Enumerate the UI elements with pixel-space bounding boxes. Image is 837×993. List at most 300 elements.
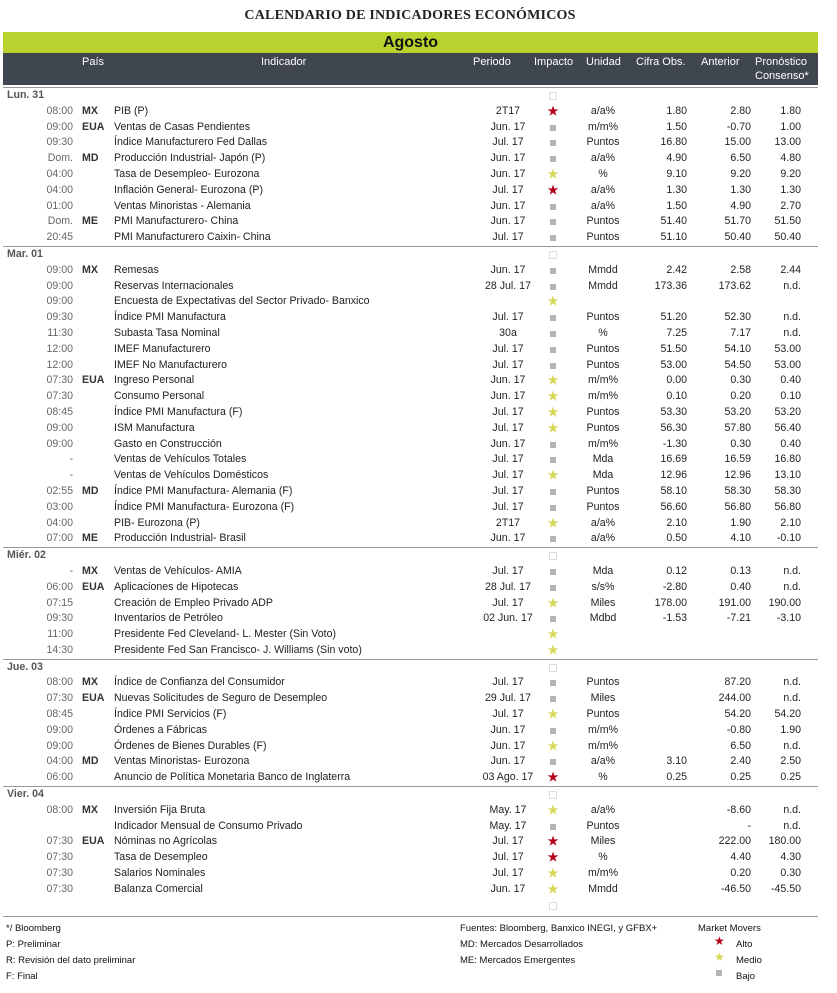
time-cell: 09:00 [46,295,73,308]
impact-low-icon [543,723,563,740]
observed-cell: 1.50 [666,120,687,133]
unit-cell: Mda [592,453,614,466]
table-row [3,850,818,866]
time-cell: 04:00 [46,167,73,180]
table-row [3,770,818,786]
country-cell: EUA [82,580,105,593]
time-cell: 09:00 [46,437,73,450]
consensus-cell: 56.80 [774,500,801,513]
observed-cell: 0.25 [666,771,687,784]
time-cell: 08:45 [46,405,73,418]
impact-low-icon [543,310,563,327]
consensus-cell: 190.00 [768,596,801,609]
impact-low-icon [543,326,563,343]
table-row [3,898,818,914]
legend-high-label: Alto [736,939,753,950]
unit-cell: Mda [592,469,614,482]
observed-cell: 56.30 [660,421,687,434]
table-row [3,675,818,691]
impact-low-icon [543,611,563,628]
previous-cell: 244.00 [718,692,751,705]
indicator-cell: Ventas de Vehículos- AMIA [114,564,242,577]
impact-medium-icon: ★ [547,881,559,896]
legend-low-label: Bajo [736,971,756,982]
indicator-cell: Órdenes de Bienes Durables (F) [114,739,267,752]
consensus-cell: 56.40 [774,421,801,434]
time-cell: 07:00 [46,532,73,545]
indicator-cell: Nuevas Solicitudes de Seguro de Desempleo [114,692,328,705]
impact-low-icon [543,120,563,137]
observed-cell: 0.10 [666,390,687,403]
legend-low-icon [716,965,722,979]
impact-high-icon: ★ [547,103,559,118]
legend-medium-icon: ★ [714,950,725,964]
indicator-cell: Balanza Comercial [114,882,203,895]
period-cell: 28 Jul. 17 [485,279,531,292]
period-cell: Jun. 17 [490,120,526,133]
header-unidad: Unidad [586,56,621,68]
observed-cell: 3.10 [666,755,687,768]
time-cell: 09:30 [46,612,73,625]
impact-medium-icon: ★ [547,642,559,657]
period-cell: 02 Jun. 17 [483,612,533,625]
impact-medium-icon: ★ [547,802,559,817]
consensus-cell: -45.50 [770,882,801,895]
consensus-cell: 53.00 [774,358,801,371]
country-cell: MX [82,676,98,689]
previous-cell: 0.30 [730,437,751,450]
observed-cell: 12.96 [660,469,687,482]
period-cell: Jun. 17 [490,215,526,228]
time-cell: 07:30 [46,692,73,705]
unit-cell: m/m% [587,390,618,403]
impact-low-icon [543,580,563,597]
impact-high-icon: ★ [547,182,559,197]
impact-low-icon [543,279,563,296]
impact-medium-icon: ★ [547,595,559,610]
previous-cell: 58.30 [724,484,751,497]
table-row [3,389,818,405]
observed-cell: 9.10 [666,167,687,180]
time-cell: 07:30 [46,851,73,864]
period-cell: Jun. 17 [490,532,526,545]
previous-cell: 4.10 [730,532,751,545]
previous-cell: 53.20 [724,405,751,418]
table-row [3,723,818,739]
observed-cell: 2.10 [666,516,687,529]
footer [3,916,818,993]
consensus-cell: 53.00 [774,342,801,355]
table-row [3,643,818,659]
footnote-final: F: Final [6,971,38,982]
consensus-cell: 180.00 [768,835,801,848]
indicator-cell: Índice PMI Manufactura- Eurozona (F) [114,500,295,513]
country-cell: MD [82,484,99,497]
observed-cell: 58.10 [660,484,687,497]
indicator-cell: Creación de Empleo Privado ADP [114,596,273,609]
observed-cell: 2.42 [666,263,687,276]
unit-cell: % [598,771,608,784]
period-cell: Jul. 17 [492,342,524,355]
unit-cell: a/a% [590,755,616,768]
table-row [3,803,818,819]
table-row [3,611,818,627]
consensus-cell: 13.10 [774,469,801,482]
calendar-table [3,87,818,913]
indicator-cell: PIB (P) [114,104,149,117]
table-row [3,104,818,120]
indicator-cell: Nóminas no Agrícolas [114,835,218,848]
table-row [3,834,818,850]
observed-cell: 51.40 [660,215,687,228]
indicator-cell: Consumo Personal [114,390,205,403]
time-cell: 08:00 [46,803,73,816]
period-cell: Jul. 17 [492,708,524,721]
observed-cell: 56.60 [660,500,687,513]
period-cell: Jun. 17 [490,374,526,387]
previous-cell: 9.20 [730,167,751,180]
impact-low-icon [543,263,563,280]
time-cell: 14:30 [46,643,73,656]
period-cell: 29 Jul. 17 [485,692,531,705]
previous-cell: -0.70 [726,120,751,133]
indicator-cell: Ventas Minoristas - Alemania [114,199,251,212]
consensus-cell: 0.40 [780,437,801,450]
unit-cell: Puntos [586,484,620,497]
observed-cell: 0.12 [666,564,687,577]
table-row [3,866,818,882]
unit-cell: a/a% [590,199,616,212]
impact-high-icon: ★ [547,770,559,785]
impact-low-icon [543,500,563,517]
md-note: MD: Mercados Desarrollados [460,939,584,950]
unit-cell: a/a% [590,532,616,545]
consensus-cell: n.d. [783,692,801,705]
indicator-cell: Inversión Fija Bruta [114,803,206,816]
table-row [3,405,818,421]
time-cell: 04:00 [46,516,73,529]
impact-low-icon [543,437,563,454]
day-header-row [3,246,818,263]
period-cell: Jul. 17 [492,231,524,244]
time-cell: 11:00 [47,628,73,641]
impact-medium-icon: ★ [547,389,559,404]
day-header-row [3,659,818,676]
indicator-cell: PMI Manufacturero- China [114,215,239,228]
table-row [3,342,818,358]
legend-title: Market Movers [698,923,761,934]
impact-medium-icon: ★ [547,404,559,419]
footnote-bloomberg: */ Bloomberg [6,923,61,934]
impact-low-icon [543,151,563,168]
impact-medium-icon: ★ [547,373,559,388]
country-cell: MD [82,755,99,768]
unit-cell: m/m% [587,437,618,450]
consensus-cell: 2.10 [780,516,801,529]
month-banner: Agosto [3,32,818,53]
indicator-cell: Índice PMI Manufactura- Alemania (F) [114,484,293,497]
consensus-cell: n.d. [783,803,801,816]
consensus-cell: n.d. [783,279,801,292]
table-row [3,421,818,437]
previous-cell: 0.25 [730,771,751,784]
time-cell: 06:00 [46,771,73,784]
time-cell: - [69,453,73,466]
indicator-cell: Ventas de Vehículos Domésticos [114,469,269,482]
unit-cell: Miles [590,596,616,609]
observed-cell: 7.25 [666,326,687,339]
observed-cell: 1.30 [666,183,687,196]
time-cell: 09:00 [46,421,73,434]
table-row [3,882,818,898]
consensus-cell: 1.80 [780,104,801,117]
period-cell: 28 Jul. 17 [485,580,531,593]
period-cell: Jul. 17 [492,453,524,466]
unit-cell: Puntos [586,819,620,832]
header-cifra: Cifra Obs. [636,56,686,68]
indicator-cell: Órdenes a Fábricas [114,723,208,736]
indicator-cell: Producción Industrial- Japón (P) [114,152,266,165]
header-anterior: Anterior [701,56,740,68]
table-row [3,819,818,835]
day-label: Vier. 04 [7,788,44,801]
previous-cell: 2.80 [730,104,751,117]
impact-medium-icon: ★ [547,866,559,881]
impact-high-icon: ★ [547,834,559,849]
impact-low-icon [543,484,563,501]
period-cell: Jul. 17 [492,484,524,497]
time-cell: Dom. [47,215,73,228]
indicator-cell: Producción Industrial- Brasil [114,532,246,545]
header-consenso: Consenso* [755,70,809,82]
indicator-cell: Remesas [114,263,159,276]
table-row [3,326,818,342]
time-cell: Dom. [47,152,73,165]
me-note: ME: Mercados Emergentes [460,955,576,966]
impact-low-icon [543,691,563,708]
impact-low-icon [543,135,563,152]
table-row [3,373,818,389]
indicator-cell: Tasa de Desempleo- Eurozona [114,167,260,180]
period-cell: Jul. 17 [492,183,524,196]
unit-cell: Mmdd [588,263,618,276]
footnote-revision: R: Revisión del dato preliminar [6,955,136,966]
period-cell: Jun. 17 [490,882,526,895]
impact-medium-icon: ★ [547,468,559,483]
consensus-cell: 13.00 [774,136,801,149]
period-cell: Jun. 17 [490,723,526,736]
observed-cell: 16.80 [660,136,687,149]
impact-high-icon: ★ [547,850,559,865]
table-row [3,500,818,516]
unit-cell: Mda [592,564,614,577]
period-cell: 30a [499,326,517,339]
indicator-cell: Índice PMI Manufactura (F) [114,405,243,418]
previous-cell: 2.58 [730,263,751,276]
unit-cell: s/s% [591,580,615,593]
unit-cell: a/a% [590,183,616,196]
impact-low-icon [543,675,563,692]
table-row [3,310,818,326]
table-row [3,230,818,246]
consensus-cell: n.d. [783,819,801,832]
previous-cell: 222.00 [718,835,751,848]
consensus-cell: 2.70 [780,199,801,212]
observed-cell: 178.00 [654,596,687,609]
period-cell: Jul. 17 [492,596,524,609]
period-cell: Jul. 17 [492,835,524,848]
previous-cell: 12.96 [724,469,751,482]
indicator-cell: PMI Manufacturero Caixin- China [114,231,271,244]
period-cell: May. 17 [489,819,527,832]
time-cell: 09:00 [46,739,73,752]
table-row [3,580,818,596]
country-cell: ME [82,215,98,228]
period-cell: Jun. 17 [490,755,526,768]
table-row [3,120,818,136]
indicator-cell: Indicador Mensual de Consumo Privado [114,819,303,832]
unit-cell: m/m% [587,739,618,752]
previous-cell: 0.40 [730,580,751,593]
consensus-cell: 9.20 [780,167,801,180]
period-cell: Jul. 17 [492,311,524,324]
observed-cell: 0.50 [666,532,687,545]
impact-low-icon [543,452,563,469]
previous-cell: 56.80 [724,500,751,513]
indicator-cell: Ingreso Personal [114,374,195,387]
time-cell: 09:00 [46,279,73,292]
country-cell: MX [82,803,98,816]
period-cell: Jul. 17 [492,421,524,434]
indicator-cell: Índice PMI Servicios (F) [114,708,227,721]
indicator-cell: Índice Manufacturero Fed Dallas [114,136,268,149]
period-cell: Jul. 17 [492,564,524,577]
consensus-cell: n.d. [783,580,801,593]
day-header-row [3,547,818,564]
impact-low-icon [543,531,563,548]
time-cell: 07:30 [46,390,73,403]
country-cell: EUA [82,692,105,705]
impact-medium-icon: ★ [547,627,559,642]
consensus-cell: 51.50 [774,215,801,228]
table-row [3,135,818,151]
country-cell: MX [82,564,98,577]
table-row [3,263,818,279]
impact-medium-icon: ★ [547,738,559,753]
unit-cell: m/m% [587,120,618,133]
impact-low-icon [543,214,563,231]
time-cell: 12:00 [46,358,73,371]
impact-medium-icon: ★ [547,707,559,722]
table-row [3,279,818,295]
time-cell: 09:00 [46,120,73,133]
table-row [3,739,818,755]
previous-cell: 16.59 [724,453,751,466]
period-cell: Jul. 17 [492,358,524,371]
table-row [3,484,818,500]
observed-cell: 51.20 [660,311,687,324]
unit-cell: Puntos [586,311,620,324]
unit-cell: m/m% [587,867,618,880]
period-cell: Jun. 17 [490,390,526,403]
impact-low-icon [543,819,563,836]
consensus-cell: 4.30 [780,851,801,864]
unit-cell: % [598,851,608,864]
impact-medium-icon: ★ [547,420,559,435]
indicator-cell: Gasto en Construcción [114,437,222,450]
unit-cell: Puntos [586,215,620,228]
consensus-cell: 54.20 [774,708,801,721]
unit-cell: Puntos [586,421,620,434]
table-row [3,199,818,215]
indicator-cell: Reservas Internacionales [114,279,234,292]
observed-cell: 0.00 [666,374,687,387]
impact-low-icon [543,754,563,771]
unit-cell: Puntos [586,405,620,418]
impact-medium-icon: ★ [547,515,559,530]
table-header [3,53,818,85]
indicator-cell: Ventas de Vehículos Totales [114,453,247,466]
unit-cell: a/a% [590,152,616,165]
table-row [3,358,818,374]
previous-cell: 4.40 [730,851,751,864]
table-row [3,531,818,547]
indicator-cell: Tasa de Desempleo [114,851,208,864]
time-cell: 11:30 [47,326,73,339]
previous-cell: 173.62 [718,279,751,292]
observed-cell: 53.30 [660,405,687,418]
previous-cell: 54.20 [724,708,751,721]
header-pais: País [82,56,105,68]
impact-low-icon [543,358,563,375]
time-cell: 09:30 [46,311,73,324]
time-cell: 06:00 [46,580,73,593]
indicator-cell: Inflación General- Eurozona (P) [114,183,263,196]
time-cell: - [69,469,73,482]
table-row [3,167,818,183]
table-row [3,596,818,612]
previous-cell: 15.00 [724,136,751,149]
time-cell: 08:00 [46,104,73,117]
indicator-cell: PIB- Eurozona (P) [114,516,200,529]
previous-cell: 1.30 [730,183,751,196]
consensus-cell: 58.30 [774,484,801,497]
period-cell: Jun. 17 [490,167,526,180]
table-row [3,214,818,230]
indicator-cell: Inventarios de Petróleo [114,612,223,625]
consensus-cell: 0.30 [780,867,801,880]
indicator-cell: ISM Manufactura [114,421,195,434]
period-cell: Jul. 17 [492,867,524,880]
consensus-cell: -3.10 [776,612,801,625]
day-label: Lun. 31 [7,89,45,101]
period-cell: Jul. 17 [492,405,524,418]
period-cell: 2T17 [495,104,521,117]
observed-cell: 173.36 [654,279,687,292]
unit-cell: Puntos [586,708,620,721]
observed-cell: 1.80 [666,104,687,117]
unit-cell: m/m% [587,374,618,387]
observed-cell: -1.30 [662,437,687,450]
consensus-cell: 2.50 [780,755,801,768]
day-label: Jue. 03 [7,660,43,673]
time-cell: 09:30 [46,136,73,149]
time-cell: 03:00 [46,500,73,513]
unit-cell: Puntos [586,676,620,689]
previous-cell: - [747,819,751,832]
consensus-cell: 53.20 [774,405,801,418]
period-cell: Jun. 17 [490,263,526,276]
